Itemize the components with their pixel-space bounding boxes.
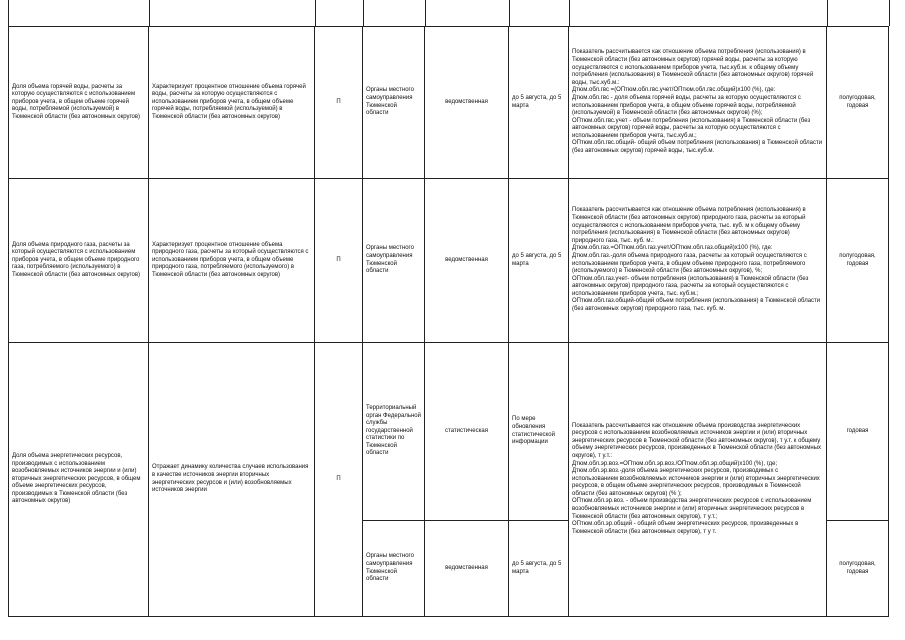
collection-method: ведомственная — [425, 27, 509, 179]
calculation-formula: Показатель рассчитывается как отношение объема потребления (использования) в Тюменской области (без автономных округов) горячей воды, расчеты за которую осуществляются с использованием приборов учета, тыс.куб.м. к общему объему потребления (использования) в Тюменской области (без автономных округов) горячей воды, тыс.куб.м.: Дтюм.обл.гвс =(ОПтюм.обл.гвс.учет/ОПтюм.обл.гвс.общий)х100 (%), где: Дтюм.обл.гвс - доля объема горячей воды, расчеты за которую осуществляются с использованием приборов учета, в общем объеме горячей воды, потребляемой (используемой) в Тюменской области (без автономных округов) (%); ОПтюм.обл.гвс.учет - объем потребления (использования) в Тюменской области (без автономных округов) горячей воды, расчеты за которую осуществляются с использованием приборов учета, тыс.куб.м.; ОПтюм.обл.гвс.общий- общий объем потребления (использования) в Тюменской области (без автономных округов) горячей воды, тыс.куб.м. — [569, 27, 827, 179]
table-row — [9, 27, 889, 179]
indicator-type: П — [315, 343, 363, 617]
periodicity: полугодовая, годовая — [827, 179, 889, 343]
column-divider — [827, 0, 828, 26]
periodicity: годовая — [827, 343, 889, 521]
responsible-body: Территориальный орган Федеральной службы государственной статистики по Тюменской области — [363, 343, 425, 521]
calculation-formula: Показатель рассчитывается как отношение объема потребления (использования) в Тюменской области (без автономных округов) природного газа, расчеты за который осуществляются с использованием приборов учета, тыс. куб. м к общему объему потребления (использования) в Тюменской области (без автономных округов) природного газа, тыс. куб. м.: Дтюм.обл.газ.=ОПтюм.обл.газ.учет/ОПтюм.обл.газ.общий)х100 (%), где: Дтюм.обл.газ.-доля объема природного газа, расчеты за который осуществляются с использованием приборов учета, в общем объеме природного газа, потребляемого (используемого) в Тюменской области (без автономных округов), %; ОПтюм.обл.газ.учет- объем потребления (использования) в Тюменской области (без автономных округов) природного газа, расчеты за который осуществляются с использованием приборов учета, тыс. куб.м.; ОПтюм.обл.газ.общий-общий объем потребления (использования) в Тюменской области (без автономных округов) природного газа, тыс. куб. м. — [569, 179, 827, 343]
responsible-body: Органы местного самоуправления Тюменской области — [363, 521, 425, 617]
table-row — [9, 179, 889, 343]
column-divider — [569, 0, 570, 26]
deadline: до 5 августа, до 5 марта — [509, 521, 569, 617]
collection-method: ведомственная — [425, 179, 509, 343]
periodicity: полугодовая, годовая — [827, 521, 889, 617]
document-page — [8, 26, 889, 617]
indicator-description: Отражает динамику количества случаев использования в качестве источников энергии вторичных энергетических ресурсов и (или) возобновляемых источников энергии — [149, 343, 315, 617]
table-row — [9, 343, 889, 521]
column-divider — [315, 0, 316, 26]
collection-method: статистическая — [425, 343, 509, 521]
responsible-body: Органы местного самоуправления Тюменской области — [363, 27, 425, 179]
column-divider — [509, 0, 510, 26]
collection-method: ведомственная — [425, 521, 509, 617]
indicator-description: Характеризует процентное отношение объема горячей воды, расчеты за которую осуществляются с использованием приборов учета, в общем объеме горячей воды, потребляемой (используемой) в Тюменской области (без автономных округов) — [149, 27, 315, 179]
indicator-type: П — [315, 27, 363, 179]
responsible-body: Органы местного самоуправления Тюменской области — [363, 179, 425, 343]
indicator-name: Доля объема горячей воды, расчеты за которую осуществляются с использованием приборов учета, в общем объеме горячей воды, потребляемой (используемой) в Тюменской области (без автономных округов) — [9, 27, 149, 179]
column-divider — [425, 0, 426, 26]
calculation-formula: Показатель рассчитывается как отношение объема производства энергетических ресурсов с использованием возобновляемых источников энергии и (или) вторичных энергетических ресурсов в Тюменской области (без автономных округов), т у.т. к общему объему энергетических ресурсов, произведенных в Тюменской области (без автономных округов), т у.т.: Дтюм.обл.эр.воз.=ОПтюм.обл.эр.воз./ОПтюм.обл.эр.общий)х100 (%), где; Дтюм.обл.эр.воз.-доля объема энергетических ресурсов, производимых с использованием возобновляемых источников энергии и (или) вторичных энергетических ресурсов, в общем объеме энергетических ресурсов, производимых в Тюменской области (без автономных округов) (% ); ОПтюм.обл.эр.воз. - объем производства энергетических ресурсов с использованием возобновляемых источников энергии и (или) вторичных энергетических ресурсов в Тюменской области (без автономных округов), т у.т.; ОПтюм.обл.эр.общий - общий объем энергетических ресурсов, произведенных в Тюменской области (без автономных округов), т у т. — [569, 343, 827, 617]
column-divider — [149, 0, 150, 26]
periodicity: полугодовая, годовая — [827, 27, 889, 179]
indicator-description: Характеризует процентное отношение объема природного газа, расчеты за который осуществляются с использованием приборов учета, в общем объеме природного газа, потребляемого (используемого) в Тюменской области (без автономных округов) — [149, 179, 315, 343]
indicator-name: Доля объема энергетических ресурсов, производимых с использованием возобновляемых источников энергии и (или) вторичных энергетических ресурсов, в общем объеме энергетических ресурсов, производимых в Тюменской области (без автономных округов) — [9, 343, 149, 617]
deadline: По мере обновления статистической информации — [509, 343, 569, 521]
column-divider — [363, 0, 364, 26]
table-top-continuation — [8, 0, 890, 26]
indicator-type: П — [315, 179, 363, 343]
indicator-name: Доля объема природного газа, расчеты за который осуществляются с использованием приборов учета, в общем объеме природного газа, потребляемого (используемого) в Тюменской области (без автономных округов) — [9, 179, 149, 343]
deadline: до 5 августа, до 5 марта — [509, 179, 569, 343]
indicators-table — [8, 26, 889, 617]
deadline: до 5 августа, до 5 марта — [509, 27, 569, 179]
